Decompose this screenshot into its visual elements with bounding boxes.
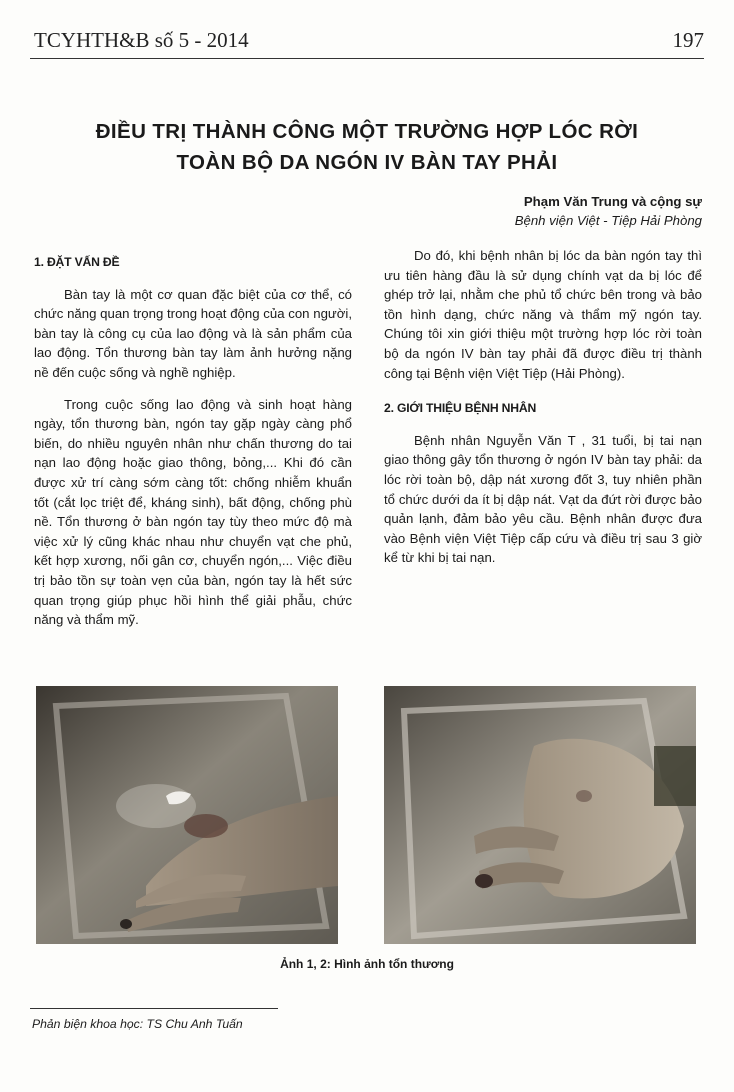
header-divider bbox=[30, 58, 704, 59]
page-number: 197 bbox=[672, 28, 704, 52]
wound-photo-1-image bbox=[36, 686, 338, 944]
wound-photo-1 bbox=[36, 686, 338, 944]
author-names: Phạm Văn Trung và cộng sự bbox=[523, 194, 702, 209]
title-line-2: TOÀN BỘ DA NGÓN IV BÀN TAY PHẢI bbox=[176, 151, 558, 174]
right-column bbox=[384, 246, 702, 580]
intro-paragraph-2: Trong cuộc sống lao động và sinh hoạt hàng ngày, tổn thương bàn, ngón tay gặp ngày càng phổ biến, do nhiều nguyên nhân như chấn thương do tai nạn lao động hoặc giao thông, bỏng,... Khi đó cần được xử trí càng sớm càng tốt: chống nhiễm khuẩn tốt (cắt lọc triệt để, kháng sinh), bất động, chống phù nề. Tổn thương ở bàn ngón tay tùy theo mức độ mà việc xử lý cũng khác nhau như chuyển vạt che phủ, kết hợp xương, nối gân cơ, chuyển ngón,... Việc điều trị bảo tồn sự toàn vẹn của bàn, ngón tay là hết sức quan trọng giúp phục hồi hình thể giải phẫu, chức năng và thẩm mỹ. bbox=[34, 396, 352, 628]
figure-caption: Ảnh 1, 2: Hình ảnh tổn thương bbox=[280, 957, 454, 971]
footnote-divider bbox=[30, 1008, 278, 1009]
case-paragraph: Bệnh nhân Nguyễn Văn T , 31 tuổi, bị tai nạn giao thông gây tổn thương ở ngón IV bàn tay phải: da lóc rời toàn bộ, dập nát xương đốt 3, tuy nhiên phần tổ chức dưới da ít bị dập nát. Vạt da đứt rời được bảo quản lạnh, đảm bảo yêu cầu. Bệnh nhân được đưa vào Bệnh viện Việt Tiệp cấp cứu và điều trị sau 3 giờ kể từ khi bị tai nạn. bbox=[384, 432, 702, 566]
title-line-1: ĐIỀU TRỊ THÀNH CÔNG MỘT TRƯỜNG HỢP LÓC RỜI bbox=[95, 120, 639, 143]
left-column bbox=[34, 253, 352, 642]
journal-header: TCYHTH&B số 5 - 2014 bbox=[34, 28, 249, 52]
section-heading-intro: 1. ĐẶT VẤN ĐỀ bbox=[34, 255, 120, 269]
author-affiliation: Bệnh viện Việt - Tiệp Hải Phòng bbox=[514, 213, 702, 228]
intro-paragraph-1: Bàn tay là một cơ quan đặc biệt của cơ thể, có chức năng quan trọng trong hoạt động của con người, bàn tay là công cụ của lao động và là sản phẩm của lao động. Tổn thương bàn tay làm ảnh hưởng nặng nề đến cuộc sống và nghề nghiệp. bbox=[34, 286, 352, 380]
wound-photo-2 bbox=[384, 686, 696, 944]
reviewer-footnote: Phản biện khoa học: TS Chu Anh Tuấn bbox=[32, 1017, 243, 1031]
section-heading-patient: 2. GIỚI THIỆU BỆNH NHÂN bbox=[384, 401, 537, 416]
author-block bbox=[515, 192, 702, 230]
intro-paragraph-3: Do đó, khi bệnh nhân bị lóc da bàn ngón tay thì ưu tiên hàng đầu là sử dụng chính vạt da bị lóc để ghép trở lại, nhằm che phủ tổ chức bên trong và bảo tồn hình dạng, chức năng và thẩm mỹ ngón tay. Chúng tôi xin giới thiệu một trường hợp lóc rời toàn bộ da ngón IV bàn tay phải đã được điều trị thành công tại Bệnh viện Việt Tiệp (Hải Phòng). bbox=[384, 248, 702, 381]
wound-photo-2-image bbox=[384, 686, 696, 944]
article-title bbox=[40, 116, 694, 178]
